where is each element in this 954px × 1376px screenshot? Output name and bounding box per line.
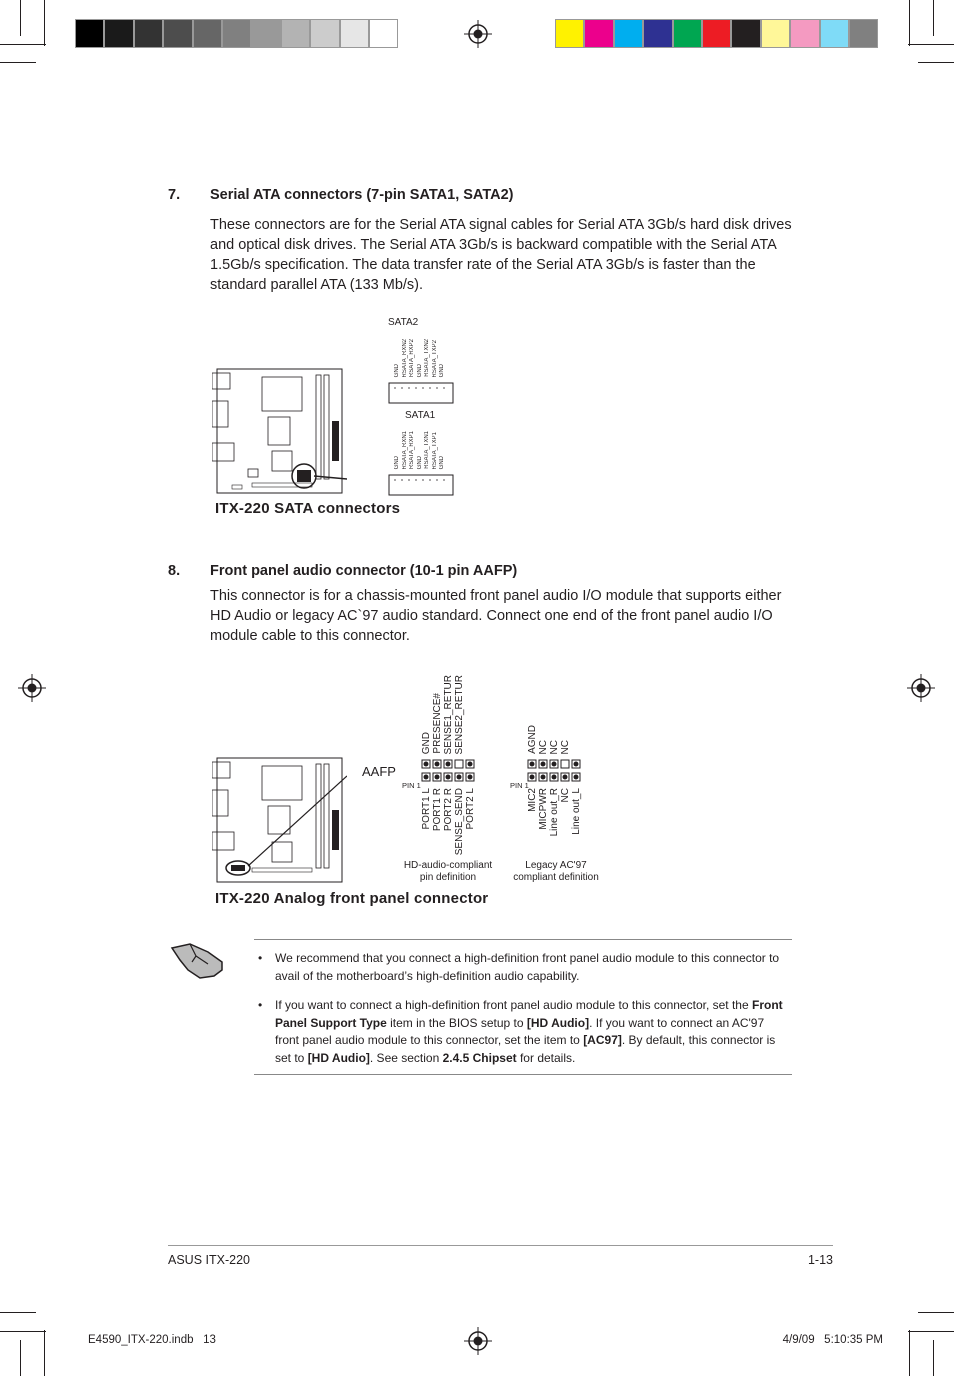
aafp-pin-label: PORT1 L <box>421 788 432 830</box>
slug-date: 4/9/09 5:10:35 PM <box>782 1334 883 1346</box>
note-2 <box>275 997 790 1067</box>
color-swatch <box>673 19 702 48</box>
aafp-diagram <box>212 668 612 912</box>
sata1-connector-icon <box>388 474 456 498</box>
footer-rule <box>168 1245 833 1246</box>
color-swatch <box>761 19 790 48</box>
note-2-text: item in the BIOS setup to <box>386 1015 527 1030</box>
section-7-number: 7. <box>168 187 181 203</box>
hand-note-icon <box>168 940 226 980</box>
registration-mark-icon <box>907 674 935 702</box>
aafp-pin-label: NC <box>560 788 571 803</box>
aafp-pin-label: GND <box>421 731 432 754</box>
note-2-text: for details. <box>516 1050 576 1065</box>
section-7-body: These connectors are for the Serial ATA signal cables for Serial ATA 3Gb/s hard disk drives and optical disk drives. The Serial ATA 3Gb/s is backward compatible with the Serial ATA 1.5Gb/s specification. The data transfer rate of the Serial ATA 3Gb/s is faster than the standard parallel ATA (133 Mb/s). <box>210 217 792 293</box>
color-swatch <box>731 19 760 48</box>
note-2-text: . If you want to connect an AC'97 front panel audio module to this connector, set the item to <box>275 1015 765 1047</box>
aafp-pin-label: SENSE2_RETUR <box>454 674 465 754</box>
note-bottom-rule <box>254 1074 792 1075</box>
aafp-pin-label: PRESENCE# <box>432 693 443 754</box>
gray-swatch <box>340 19 369 48</box>
aafp-pin-label: NC <box>549 739 560 754</box>
sata-pin-label: GND <box>439 455 445 469</box>
sata-pin-label: RSATA_TXN2 <box>424 339 430 377</box>
aafp-pin-label: MICPWR <box>538 788 549 830</box>
sata2-pin-labels <box>394 332 454 377</box>
gray-swatch <box>369 19 398 48</box>
section-8-title: Front panel audio connector (10-1 pin AAFP) <box>210 563 518 579</box>
hd-pin1-label: PIN 1 <box>402 781 421 790</box>
slug-file: E4590_ITX-220.indb 13 <box>88 1334 216 1346</box>
section-8-body: This connector is for a chassis-mounted front panel audio I/O module that supports either HD Audio or legacy AC`97 audio standard. Connect one end of the front panel audio I/O module cable to this connector. <box>210 588 782 644</box>
registration-mark-icon <box>464 1327 492 1355</box>
sata-pin-label: RSATA_TXN1 <box>424 431 430 469</box>
footer-page-number: 1-13 <box>807 1253 833 1267</box>
gray-swatch <box>251 19 280 48</box>
aafp-pin-label: PORT1 R <box>432 788 443 832</box>
aafp-pin-label: PORT2 R <box>443 788 454 832</box>
sata-pin-label: RSATA_TXP1 <box>431 431 438 469</box>
note-top-rule <box>254 939 792 940</box>
gray-swatch <box>193 19 222 48</box>
sata-pin-label: RSATA_RXP1 <box>409 430 415 469</box>
note-2-bold: [HD Audio] <box>526 1015 590 1030</box>
sata-pin-label: GND <box>416 363 423 377</box>
note-2-bold: [HD Audio] <box>307 1050 370 1065</box>
note-bullet: • <box>258 998 263 1012</box>
sata1-label: SATA1 <box>405 410 436 421</box>
sata-pin-label: RSATA_TXP2 <box>431 339 438 377</box>
color-swatch <box>849 19 878 48</box>
hd-definition-label: HD-audio-compliant pin definition <box>403 860 493 883</box>
gray-swatch <box>104 19 133 48</box>
aafp-pin-label: PORT2 L <box>465 788 476 830</box>
motherboard-outline-icon <box>212 756 347 886</box>
note-1: We recommend that you connect a high-definition front panel audio module to this connector to avail of the motherboard’s high-definition audio capability. <box>275 951 780 983</box>
color-swatch <box>643 19 672 48</box>
registration-mark-icon <box>18 674 46 702</box>
aafp-pin-label: AGND <box>527 725 538 754</box>
gray-swatch <box>75 19 104 48</box>
section-7-title: Serial ATA connectors (7-pin SATA1, SATA2) <box>210 187 514 203</box>
color-swatch <box>790 19 819 48</box>
aafp-pin-label: SENSE_SEND <box>454 788 465 856</box>
sata-pin-label: GND <box>394 455 400 469</box>
sata2-connector-icon <box>388 382 456 406</box>
note-2-bold: 2.4.5 Chipset <box>442 1050 517 1065</box>
note-2-text: . See section <box>369 1050 443 1065</box>
hd-audio-header-icon <box>420 758 476 784</box>
sata-diagram <box>212 312 472 524</box>
gray-swatch <box>222 19 251 48</box>
aafp-pin-label: SENSE1_RETUR <box>443 674 454 754</box>
aafp-caption: ITX-220 Analog front panel connector <box>215 890 489 907</box>
color-swatch <box>614 19 643 48</box>
color-swatch <box>555 19 584 48</box>
gray-swatch <box>163 19 192 48</box>
gray-swatch <box>281 19 310 48</box>
section-8-number: 8. <box>168 563 181 579</box>
note-2-text: If you want to connect a high-definition front panel audio module to this connector, set the <box>275 998 752 1012</box>
motherboard-outline-icon <box>212 367 347 497</box>
aafp-pin-label: Line out_R <box>549 788 560 837</box>
ac97-pin1-label: PIN 1 <box>510 781 529 790</box>
registration-mark-icon <box>464 20 492 48</box>
aafp-pin-label: NC <box>538 739 549 754</box>
note-2-bold: [AC97] <box>583 1033 622 1047</box>
sata-caption: ITX-220 SATA connectors <box>215 500 401 517</box>
aafp-pin-label: MIC2 <box>527 788 538 812</box>
gray-swatch <box>310 19 339 48</box>
sata-pin-label: RSATA_RXN2 <box>401 338 408 377</box>
color-swatch <box>820 19 849 48</box>
gray-swatch <box>134 19 163 48</box>
sata1-pin-labels <box>394 424 454 469</box>
color-swatch <box>702 19 731 48</box>
aafp-label: AAFP <box>362 764 396 779</box>
sata-pin-label: GND <box>394 363 400 377</box>
aafp-pin-label: NC <box>560 739 571 754</box>
sata2-label: SATA2 <box>388 317 419 328</box>
ac97-header-icon <box>526 758 582 784</box>
sata-pin-label: RSATA_RXN1 <box>401 430 408 469</box>
ac97-definition-label: Legacy AC'97 compliant definition <box>513 860 599 883</box>
sata-pin-label: GND <box>439 363 445 377</box>
color-swatch <box>584 19 613 48</box>
aafp-pin-label: Line out_L <box>571 788 582 835</box>
sata-pin-label: RSATA_RXP2 <box>409 338 415 377</box>
note-2-text: . By default, this connector is set to <box>275 1033 776 1065</box>
sata-pin-label: GND <box>416 455 423 469</box>
footer-left: ASUS ITX-220 <box>168 1253 250 1267</box>
note-2-bold: Front Panel Support Type <box>275 998 783 1030</box>
note-bullet: • <box>258 951 263 965</box>
